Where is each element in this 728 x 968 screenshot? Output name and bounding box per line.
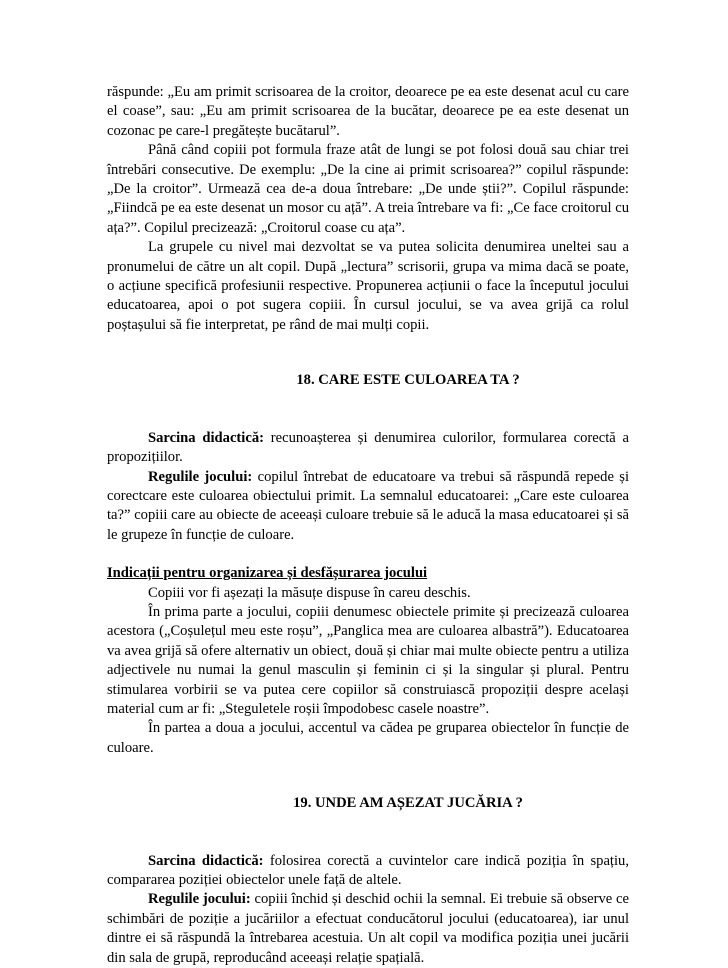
intro-paragraph-1: răspunde: „Eu am primit scrisoarea de la croitor, deoarece pe ea este desenat acul cu care el coase”, sau: „Eu am primit scrisoarea de la bucătar, deoarece pe ea este desenat un cozonac pe care-l pregătește bucătarul”.: [107, 84, 629, 139]
intro-paragraph-3: La grupele cu nivel mai dezvoltat se va putea solicita denumirea uneltei sau a pronumelui de către un alt copil. După „lectura” scrisorii, grupa va mima dacă se poate, o acțiune specifică profesiunii respective. Propunerea acțiunii o face la începutul jocului educatoarea, apoi o pot sugera copiii. În cursul jocului, se va avea grijă ca rolul poștașului să fie interpretat, pe rând de mai mulți copii.: [107, 239, 629, 333]
section-18-task: [107, 429, 629, 468]
section-18-rules: [107, 468, 629, 546]
indication-3: În partea a doua a jocului, accentul va cădea pe gruparea obiectelor în funcție de culoare.: [107, 720, 629, 756]
document-page: [107, 83, 629, 968]
section-18-title: 18. CARE ESTE CULOAREA TA ?: [296, 372, 520, 389]
section-19-title: 19. UNDE AM AȘEZAT JUCĂRIA ?: [293, 795, 523, 812]
task-label: Sarcina didactică:: [148, 852, 264, 869]
rules-text: copiii închid și deschid ochii la semnal. Ei trebuie să observe ce schimbări de poziție a jucăriilor a efectuat conducătorul jocului (educatoarea), iar unul dintre ei să răspundă la întrebarea acestuia. Un alt copil va modifica poziția unei jucării din sala de grupă, reproducând aceeași relație spațială.: [107, 891, 629, 966]
section-19-task: [107, 852, 629, 891]
section-19-rules: [107, 890, 629, 968]
task-text: folosirea corectă a cuvintelor care indică poziția în spațiu, compararea poziției obiectelor unele față de altele.: [107, 852, 629, 888]
intro-paragraph-2: Până când copiii pot formula fraze atât de lungi se pot folosi două sau chiar trei întrebări consecutive. De exemplu: „De la cine ai primit scrisoarea?” copilul răspunde: „De la croitor”. Urmează cea de-a doua întrebare: „De unde știi?”. Copilul răspunde: „Fiindcă pe ea este desenat un mosor cu ață”. A treia întrebare va fi: „Ce face croitorul cu ața?”. Copilul precizează: „Croitorul coase cu ața”.: [107, 142, 629, 236]
rules-text: copilul întrebat de educatoare va trebui să răspundă repede și corectcare este culoarea obiectului primit. La semnalul educatoarei: „Care este culoarea ta?” copiii care au obiecte de aceeași culoare trebuie să le aducă la masa educatoarei și să le grupeze în funcție de culoare.: [107, 468, 629, 543]
task-text: recunoașterea și denumirea culorilor, formularea corectă a propozițiilor.: [107, 429, 629, 466]
indication-2: În prima parte a jocului, copiii denumesc obiectele primite și precizează culoarea acestora („Coșulețul meu este roșu”, „Panglica mea are culoarea albastră”). Educatoarea va avea grijă să ofere alternativ un obiect, două și chiar mai multe obiecte pentru a utiliza adjectivele nu numai la genul masculin și feminin ci și la singular și plural. Pentru stimularea vorbirii se va putea cere copiilor să construiască propoziții despre același material cum ar fi: „Steguletele roșii împodobesc casele noastre”.: [107, 603, 629, 717]
rules-label: Regulile jocului:: [148, 891, 251, 908]
indication-1: Copiii vor fi așezați la măsuțe dispuse în careu deschis.: [148, 584, 471, 601]
indications-title: Indicații pentru organizarea și desfășurarea jocului: [107, 565, 428, 582]
rules-label: Regulile jocului:: [148, 468, 253, 485]
task-label: Sarcina didactică:: [148, 429, 264, 446]
